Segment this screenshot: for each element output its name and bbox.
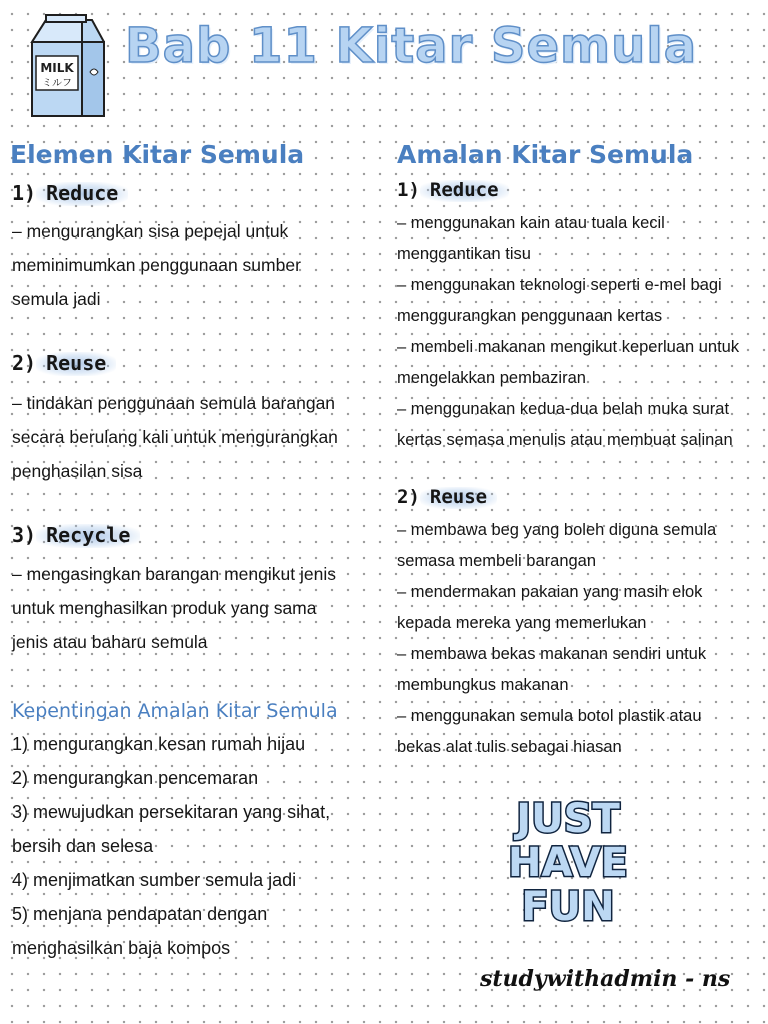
kepentingan-list: 1) mengurangkan kesan rumah hijau 2) mengurangkan pencemaran 3) mewujudkan persekitaran yang sihat, bersih dan selesa 4) menjimatkan sumber semula jadi 5) menjana pendapatan dengan menghasilkan baja kompos: [12, 734, 331, 958]
right-item-1-label: [397, 178, 505, 202]
elemen-heading: Elemen Kitar Semula: [10, 140, 305, 169]
left-item-1-term: Reduce: [40, 180, 124, 206]
left-item-2-text: – tindakan penggunaan semula barangan secara berulang kali untuk mengurangkan penghasilan sisa: [12, 393, 338, 481]
page-title: Bab 11 Kitar Semula: [125, 18, 698, 74]
right-item-2-term: Reuse: [424, 485, 493, 509]
right-item-2-label: [397, 485, 493, 509]
left-item-3-num: 3): [12, 523, 37, 547]
amalan-heading: Amalan Kitar Semula: [397, 140, 694, 169]
just-have-fun-sticker: [503, 790, 633, 930]
right-item-1-num: 1): [397, 179, 420, 201]
right-item-2-num: 2): [397, 486, 420, 508]
kepentingan-heading: Kepentingan Amalan Kitar Semula: [12, 700, 338, 722]
left-item-1-text: – mengurangkan sisa pepejal untuk meminimumkan penggunaan sumber semula jadi: [12, 221, 301, 309]
sticker-line-3: FUN: [521, 884, 615, 930]
right-item-2-text: – membawa beg yang boleh diguna semula semasa membeli barangan – mendermakan pakaian yang masih elok kepada mereka yang memerlukan – membawa bekas makanan sendiri untuk membungkus makanan – menggunakan semula botol plastik atau bekas alat tulis sebagai hiasan: [397, 521, 717, 756]
left-item-1-label: [12, 180, 124, 206]
right-item-1-text: – menggunakan kain atau tuala kecil menggantikan tisu – menggunakan teknologi seperti e-mel bagi menggurangkan penggunaan kertas – membeli makanan mengikut keperluan untuk mengelakkan pembaziran – menggunakan kedua-dua belah muka surat kertas semasa menulis atau membuat salinan: [397, 214, 740, 449]
milk-sub: ミルフ: [42, 78, 72, 89]
sticker-line-1: JUST: [516, 796, 620, 842]
left-item-3-label: [12, 522, 136, 548]
right-item-1-term: Reduce: [424, 178, 505, 202]
sticker-line-2: HAVE: [508, 840, 628, 886]
left-item-3-term: Recycle: [40, 522, 136, 548]
left-item-1-num: 1): [12, 181, 37, 205]
left-item-2-label: [12, 350, 112, 376]
signature: studywithadmin - ns: [480, 966, 731, 992]
milk-brand: MILK: [40, 61, 74, 75]
left-item-3-text: – mengasingkan barangan mengikut jenis untuk menghasilkan produk yang sama jenis atau baharu semula: [12, 564, 336, 652]
left-item-2-num: 2): [12, 351, 37, 375]
left-item-2-term: Reuse: [40, 350, 112, 376]
milk-carton-illustration: [24, 12, 110, 122]
